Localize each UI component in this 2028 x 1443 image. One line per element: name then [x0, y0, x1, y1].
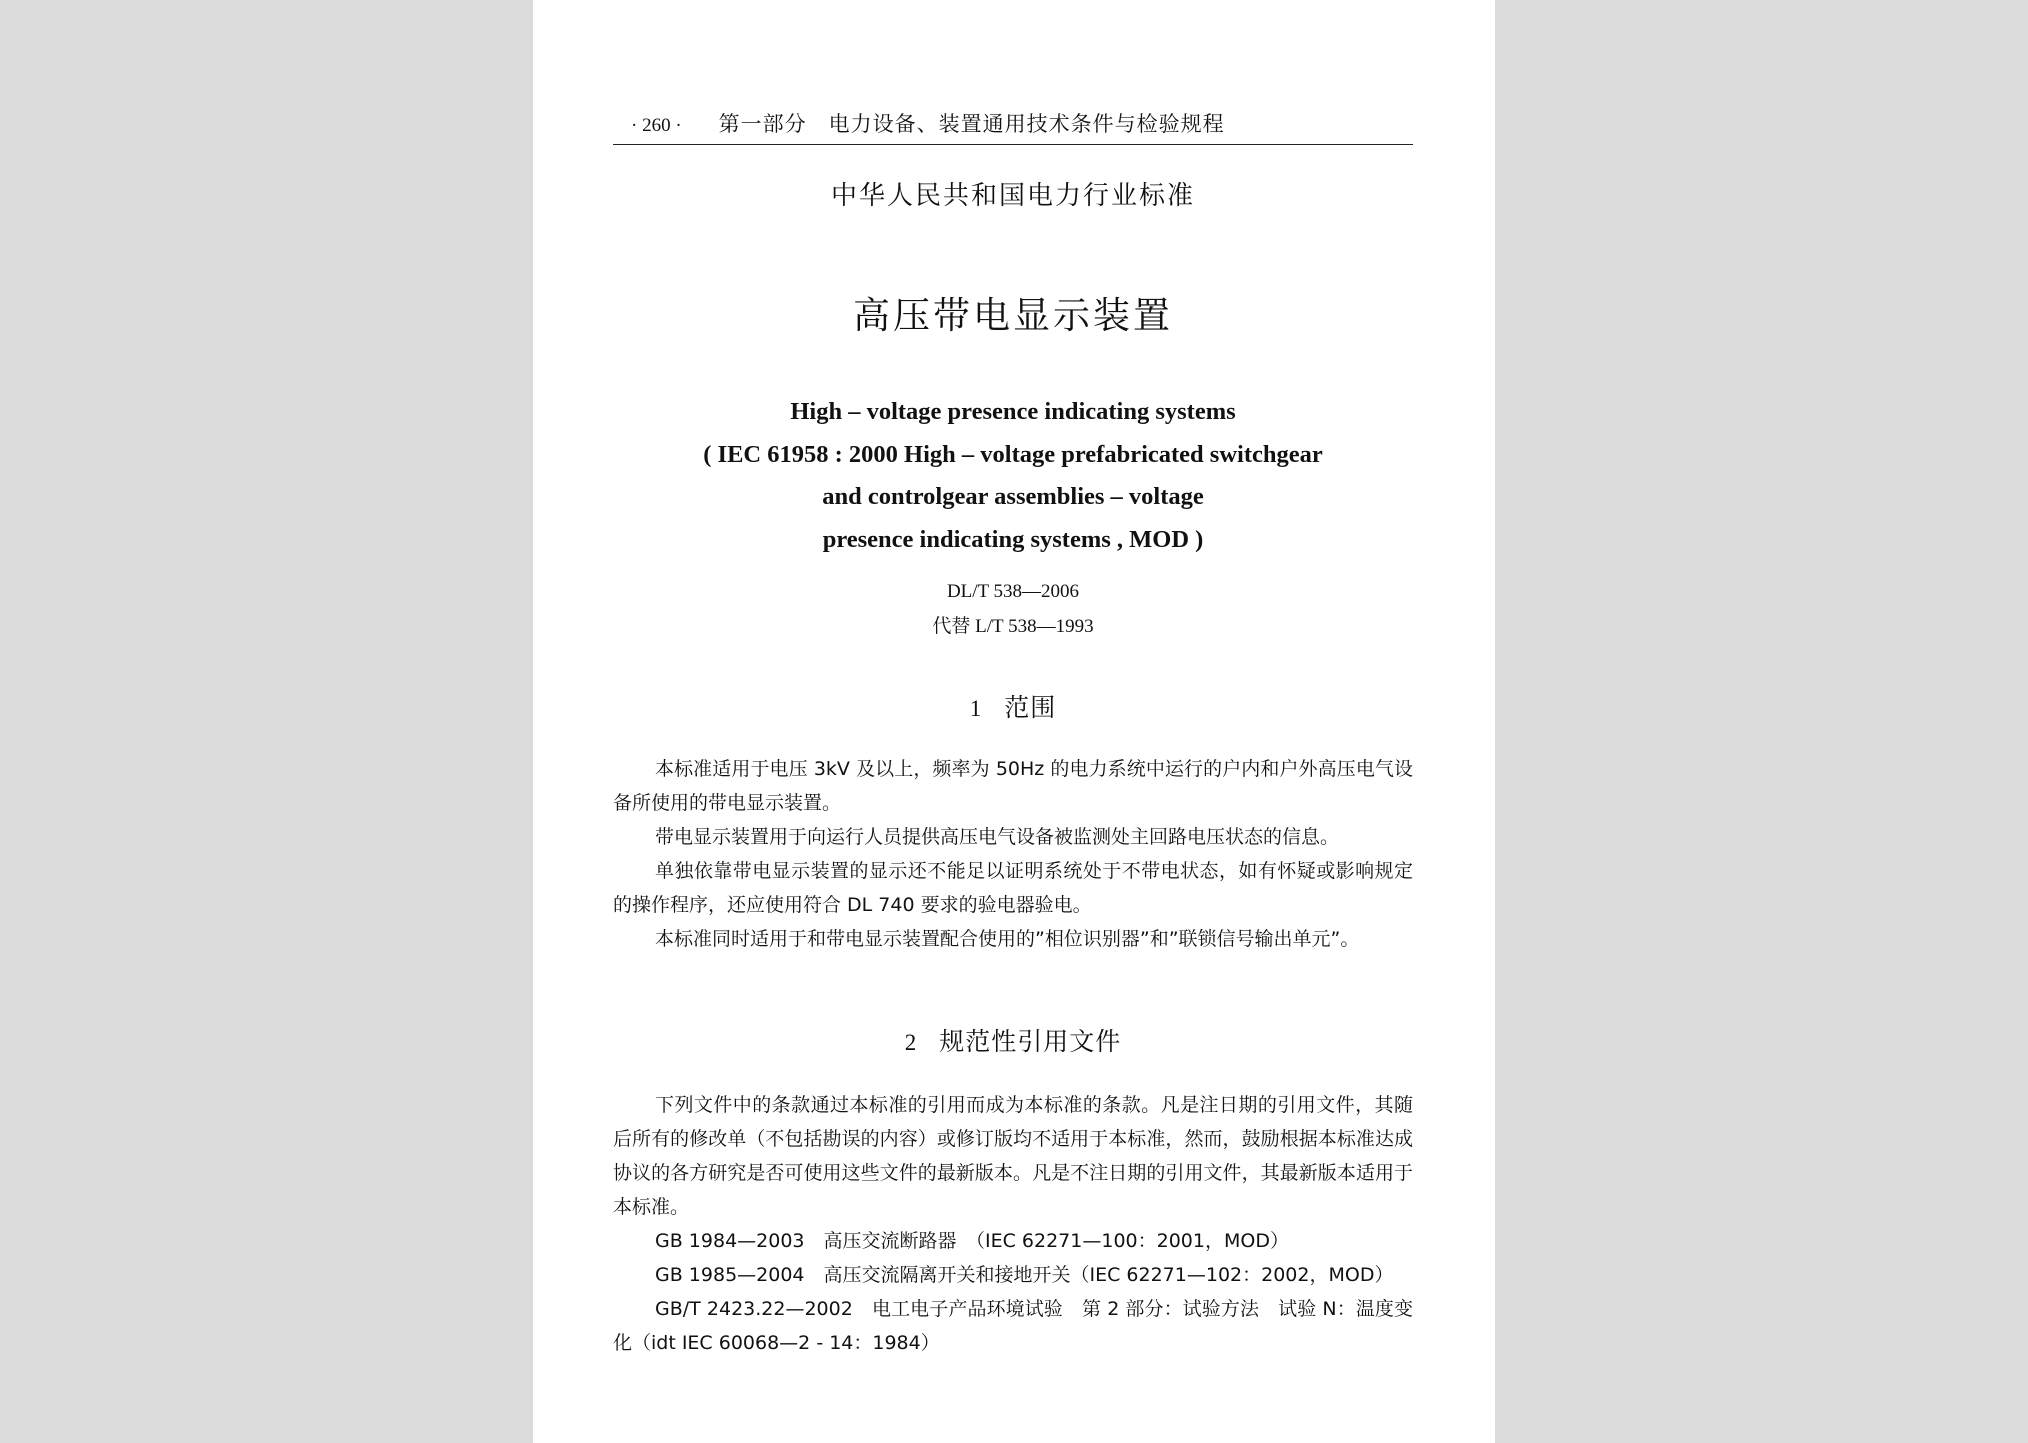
- reference-item: GB 1985—2004 高压交流隔离开关和接地开关（IEC 62271—102：2002，MOD）: [655, 1264, 1394, 1286]
- reference-item: GB/T 2423.22—2002 电工电子产品环境试验 第 2 部分：试验方法 试验 N：温度变化（idt IEC 60068—2 - 14：1984）: [613, 1298, 1413, 1354]
- section-number: 2: [904, 1030, 918, 1055]
- section-title: 范围: [1004, 693, 1057, 722]
- title-en-line: and controlgear assemblies – voltage: [822, 483, 1204, 510]
- part-title: 第一部分 电力设备、装置通用技术条件与检验规程: [718, 112, 1225, 136]
- section-body-normative-references: [613, 1088, 1413, 1360]
- reference-item: GB 1984—2003 高压交流断路器 （IEC 62271—100：2001，MOD）: [655, 1230, 1289, 1252]
- replaces-label: 代替: [932, 615, 971, 637]
- paragraph: 下列文件中的条款通过本标准的引用而成为本标准的条款。凡是注日期的引用文件，其随后所有的修改单（不包括勘误的内容）或修订版均不适用于本标准，然而，鼓励根据本标准达成协议的各方研究是否可使用这些文件的最新版本。凡是不注日期的引用文件，其最新版本适用于本标准。: [613, 1094, 1413, 1218]
- replaces-line: [613, 611, 1413, 642]
- page-number: · 260 ·: [631, 115, 682, 136]
- standard-code: DL/T 538—2006: [946, 581, 1080, 602]
- paragraph: 本标准同时适用于和带电显示装置配合使用的”相位识别器”和”联锁信号输出单元”。: [655, 928, 1360, 950]
- document-title-en: [613, 391, 1413, 561]
- title-en-line: High – voltage presence indicating systems: [790, 398, 1236, 425]
- section-heading-scope: [613, 688, 1413, 729]
- paragraph: 单独依靠带电显示装置的显示还不能足以证明系统处于不带电状态，如有怀疑或影响规定的操作程序，还应使用符合 DL 740 要求的验电器验电。: [613, 860, 1413, 916]
- running-header: [613, 104, 1413, 145]
- document-title-cn: 高压带电显示装置: [853, 294, 1173, 337]
- section-number: 1: [969, 696, 983, 721]
- paragraph: 本标准适用于电压 3kV 及以上，频率为 50Hz 的电力系统中运行的户内和户外高压电气设备所使用的带电显示装置。: [613, 758, 1413, 814]
- section-title: 规范性引用文件: [939, 1027, 1122, 1056]
- paragraph: 带电显示装置用于向运行人员提供高压电气设备被监测处主回路电压状态的信息。: [655, 826, 1340, 848]
- document-page: [533, 0, 1495, 1443]
- title-en-line: presence indicating systems , MOD ): [822, 525, 1204, 553]
- industry-standard-heading: 中华人民共和国电力行业标准: [830, 181, 1195, 211]
- section-heading-normative-references: [613, 1022, 1413, 1063]
- section-body-scope: [613, 752, 1413, 956]
- title-en-line: ( IEC 61958 : 2000 High – voltage prefabricated switchgear: [703, 440, 1323, 468]
- replaces-code: L/T 538—1993: [975, 616, 1094, 637]
